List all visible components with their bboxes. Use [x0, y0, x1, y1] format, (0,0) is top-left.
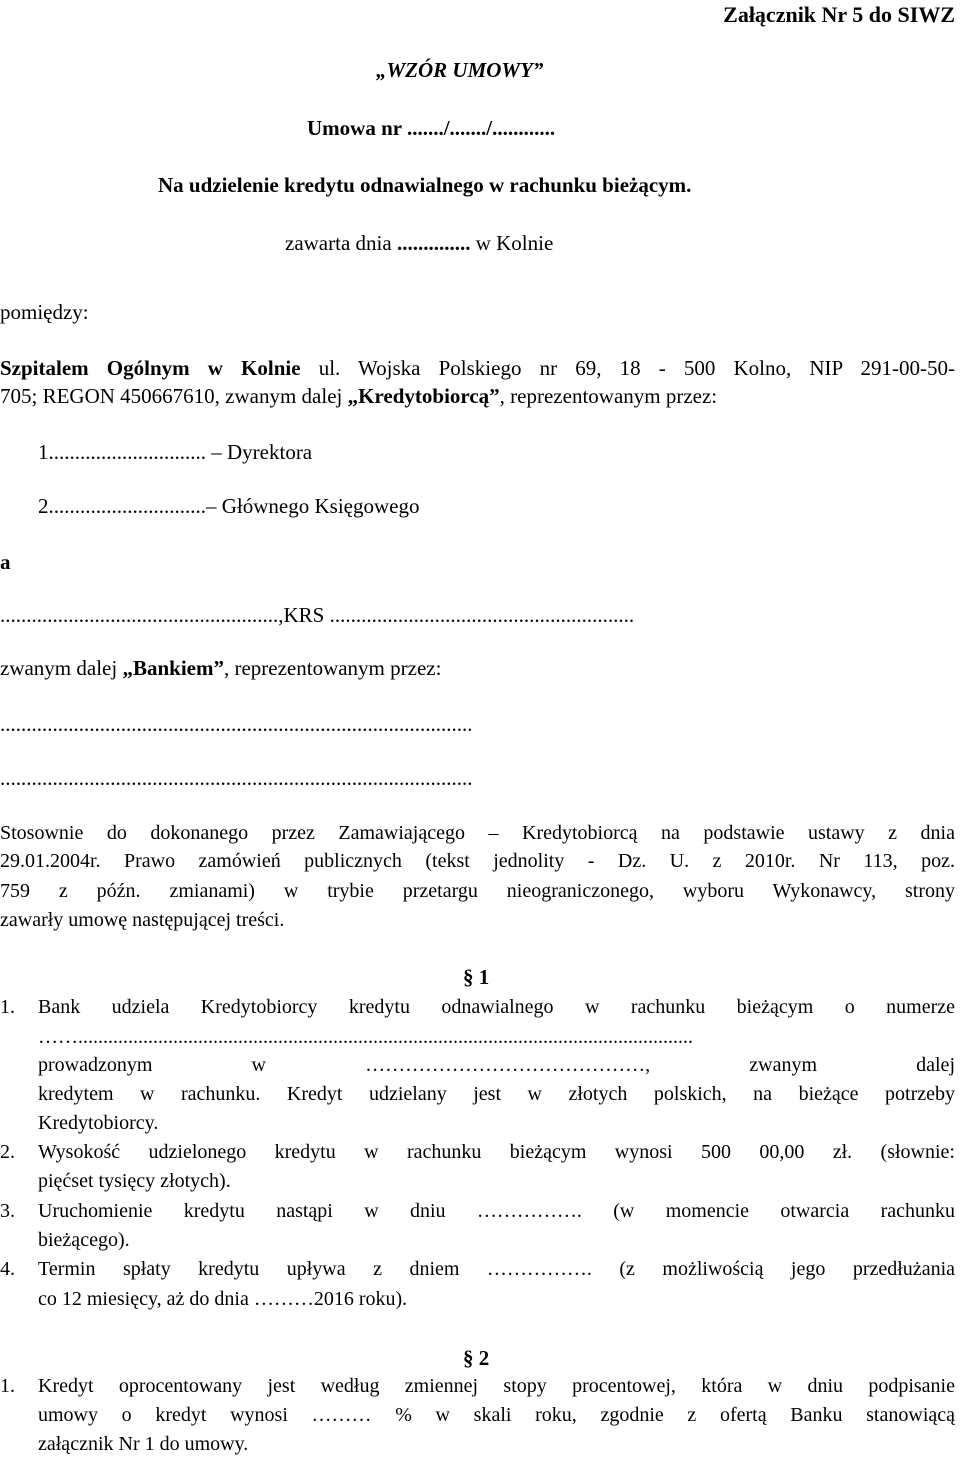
- preamble-line-1: Stosownie do dokonanego przez Zamawiającego – Kredytobiorcą na podstawie ustawy z dnia: [0, 822, 955, 844]
- bank-krs-line: .....................................................,KRS ..........................................................: [0, 603, 635, 627]
- borrower-line-1: [0, 356, 955, 381]
- s1-item-4-number: 4.: [0, 1258, 15, 1280]
- borrower-representative-2: 2..............................– Głównego Księgowego: [38, 494, 420, 518]
- s1-item-2-line-2: pięćset tysięcy złotych).: [38, 1170, 231, 1192]
- concluded-line: [285, 231, 553, 256]
- borrower-term: „Kredytobiorcą”: [347, 384, 500, 408]
- s1-item-2-line-1: Wysokość udzielonego kredytu w rachunku bieżącym wynosi 500 00,00 zł. (słownie:: [38, 1141, 955, 1163]
- s1-item-1-line-1: Bank udziela Kredytobiorcy kredytu odnawialnego w rachunku bieżącym o numerze: [38, 996, 955, 1018]
- between-label: pomiędzy:: [0, 300, 89, 324]
- preamble-line-3: 759 z późn. zmianami) w trybie przetargu nieograniczonego, wyboru Wykonawcy, strony: [0, 880, 955, 902]
- borrower-name: Szpitalem Ogólnym w Kolnie: [0, 356, 319, 380]
- bank-representative-1: ..........................................................................................: [0, 712, 473, 736]
- s2-item-1-line-3: załącznik Nr 1 do umowy.: [38, 1433, 249, 1455]
- s1-item-3-number: 3.: [0, 1200, 15, 1222]
- and-label: a: [0, 550, 11, 574]
- preamble-line-2: 29.01.2004r. Prawo zamówień publicznych (tekst jednolity - Dz. U. z 2010r. Nr 113, poz.: [0, 850, 955, 872]
- s1-item-1-line-3: prowadzonym w ……………………………………, zwanym dalej: [38, 1054, 955, 1076]
- s1-item-1-line-2: ……...........................................................................................................................: [38, 1026, 693, 1048]
- bank-representative-2: ..........................................................................................: [0, 766, 473, 790]
- s1-item-2-number: 2.: [0, 1141, 15, 1163]
- template-title: „WZÓR UMOWY”: [376, 58, 544, 82]
- s1-item-3-line-1: Uruchomienie kredytu nastąpi w dniu ……………. (w momencie otwarcia rachunku: [38, 1200, 955, 1222]
- borrower-represented-text: , reprezentowanym przez:: [499, 384, 718, 408]
- s2-item-1-line-2: umowy o kredyt wynosi ……… % w skali roku, zgodnie z ofertą Banku stanowiącą: [38, 1404, 955, 1426]
- s2-item-1-number: 1.: [0, 1375, 15, 1397]
- s2-item-1-line-1: Kredyt oprocentowany jest według zmiennej stopy procentowej, która w dniu podpisanie: [38, 1375, 955, 1397]
- agreement-number: Umowa nr ......./......./............: [307, 116, 556, 140]
- section-2-heading: § 2: [463, 1346, 490, 1370]
- section-1-heading: § 1: [463, 965, 490, 989]
- s1-item-1-line-4: kredytem w rachunku. Kredyt udzielany jest w złotych polskich, na bieżące potrzeby: [38, 1083, 955, 1105]
- attachment-label: Załącznik Nr 5 do SIWZ: [723, 2, 955, 27]
- bank-named-text: zwanym dalej: [0, 656, 123, 680]
- borrower-representative-1: 1.............................. – Dyrektora: [38, 440, 313, 464]
- s1-item-1-number: 1.: [0, 996, 15, 1018]
- s1-item-1-line-5: Kredytobiorcy.: [38, 1112, 159, 1134]
- bank-named-line: [0, 656, 441, 681]
- s1-item-4-line-2: co 12 miesięcy, aż do dnia ………2016 roku).: [38, 1288, 408, 1310]
- borrower-named-text: 705; REGON 450667610, zwanym dalej: [0, 384, 348, 408]
- agreement-subject: Na udzielenie kredytu odnawialnego w rachunku bieżącym.: [158, 173, 692, 197]
- s1-item-4-line-1: Termin spłaty kredytu upływa z dniem ……………. (z możliwością jego przedłużania: [38, 1258, 955, 1280]
- bank-represented-text: , reprezentowanym przez:: [223, 656, 442, 680]
- borrower-address: ul. Wojska Polskiego nr 69, 18 - 500 Kolno, NIP 291-00-50-: [318, 356, 955, 380]
- borrower-line-2: [0, 384, 717, 409]
- s1-item-3-line-2: bieżącego).: [38, 1229, 130, 1251]
- bank-term: „Bankiem”: [122, 656, 224, 680]
- concluded-date-dots: ..............: [396, 231, 471, 255]
- preamble-line-4: zawarły umowę następującej treści.: [0, 909, 285, 931]
- concluded-prefix: zawarta dnia: [285, 231, 397, 255]
- concluded-place: w Kolnie: [470, 231, 554, 255]
